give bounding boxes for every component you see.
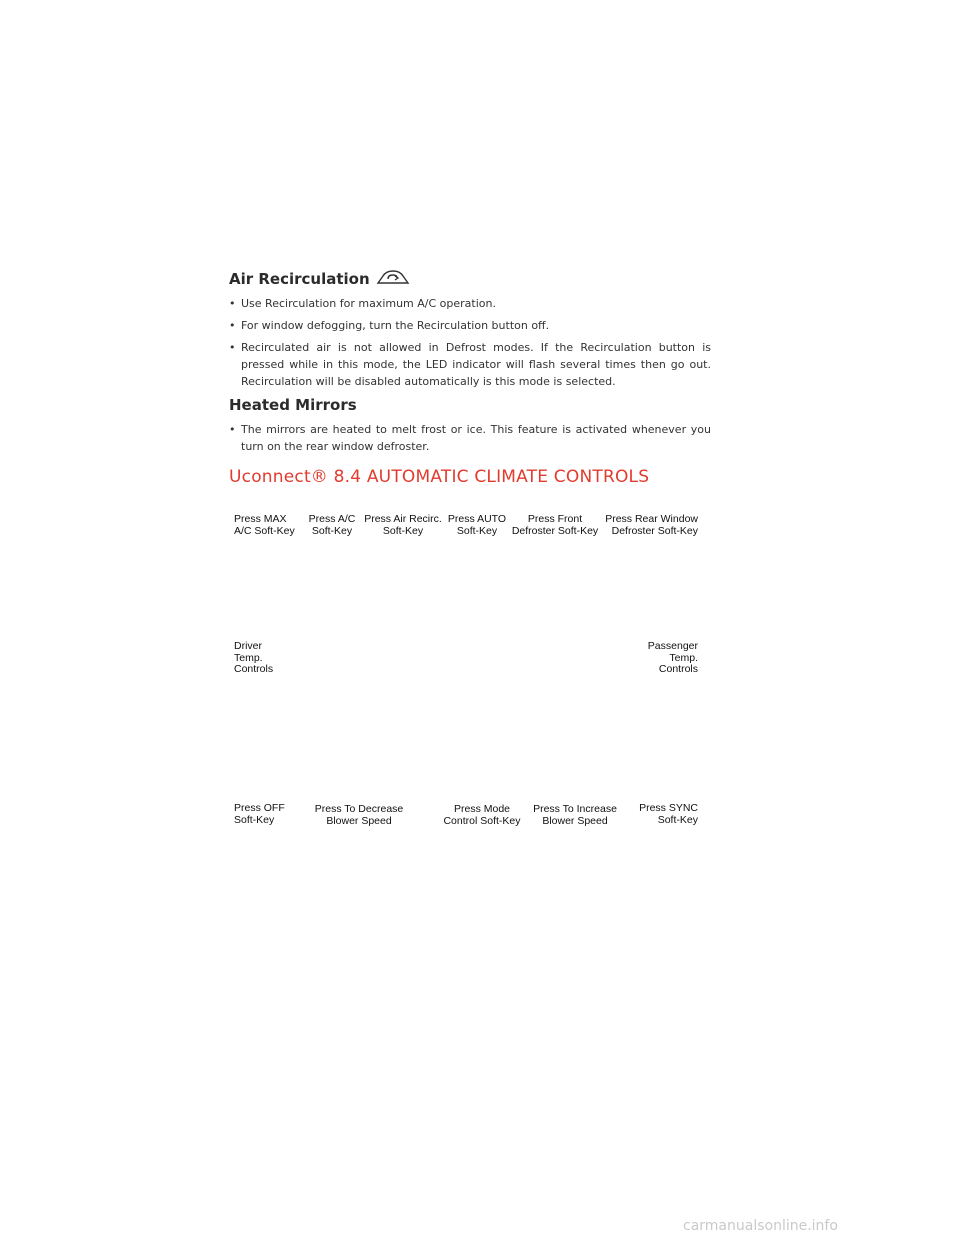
max-ac-label: Press MAX A/C Soft-Key	[234, 513, 295, 537]
air-recirculation-heading-text: Air Recirculation	[229, 270, 370, 288]
air-recirc-label: Press Air Recirc. Soft-Key	[364, 513, 442, 537]
recirculation-icon	[376, 268, 410, 290]
heated-mirrors-heading	[229, 396, 357, 414]
list-item: • Recirculated air is not allowed in Defrost modes. If the Recirculation button is pressed while in this mode, the LED indicator will flash several times then go out. Recirculation will be disabled automatically is this mode is selected.	[229, 339, 711, 390]
list-item: • For window defogging, turn the Recirculation button off.	[229, 317, 711, 334]
driver-temp-label: Driver Temp. Controls	[234, 640, 274, 675]
watermark: carmanualsonline.info	[683, 1218, 838, 1234]
sync-label: Press SYNC Soft-Key	[639, 802, 698, 826]
list-item: • Use Recirculation for maximum A/C operation.	[229, 295, 711, 312]
air-recirculation-bullets	[229, 295, 711, 395]
mode-control-label: Press Mode Control Soft-Key	[443, 803, 521, 827]
increase-blower-label: Press To Increase Blower Speed	[533, 803, 617, 827]
heated-mirrors-heading-text: Heated Mirrors	[229, 396, 357, 414]
passenger-temp-label: Passenger Temp. Controls	[647, 640, 698, 675]
front-defroster-label: Press Front Defroster Soft-Key	[511, 513, 599, 537]
decrease-blower-label: Press To Decrease Blower Speed	[314, 803, 404, 827]
list-item: • The mirrors are heated to melt frost or ice. This feature is activated whenever you turn on the rear window defroster.	[229, 421, 711, 455]
off-label: Press OFF Soft-Key	[234, 802, 285, 826]
heated-mirrors-bullets	[229, 421, 711, 460]
air-recirculation-heading	[229, 268, 410, 290]
ac-label: Press A/C Soft-Key	[308, 513, 356, 537]
rear-defroster-label: Press Rear Window Defroster Soft-Key	[605, 513, 698, 537]
auto-label: Press AUTO Soft-Key	[447, 513, 507, 537]
climate-controls-title: Uconnect® 8.4 AUTOMATIC CLIMATE CONTROLS	[229, 467, 650, 487]
